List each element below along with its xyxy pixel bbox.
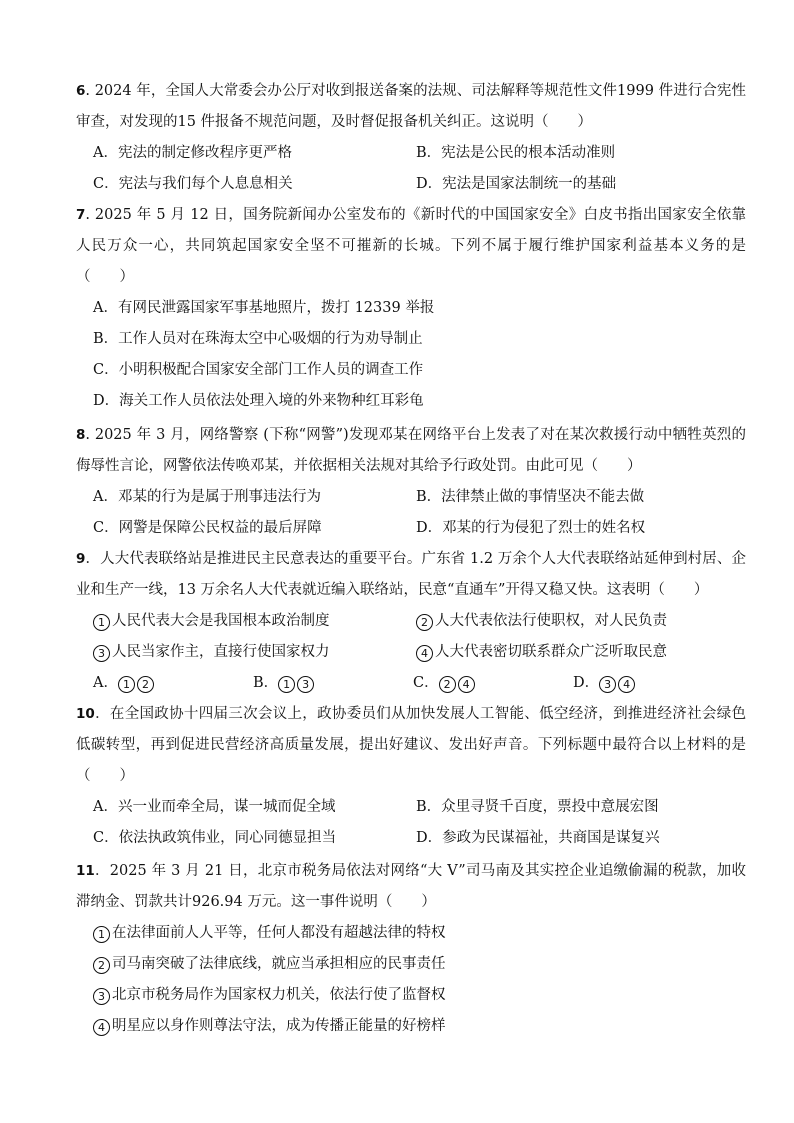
- option-a[interactable]: A．宪法的制定修改程序更严格: [93, 145, 292, 161]
- circled-number-icon: 1: [278, 676, 295, 693]
- statement-1: 1 人民代表大会是我国根本政治制度: [93, 606, 416, 637]
- statement-3[interactable]: 3 北京市税务局作为国家权力机关，依法行使了监督权: [76, 980, 746, 1011]
- circled-number-icon: 2: [137, 676, 154, 693]
- option-b[interactable]: B．法律禁止做的事情坚决不能去做: [416, 489, 645, 505]
- question-number: 8: [76, 427, 86, 443]
- statement-4[interactable]: 4 明星应以身作则尊法守法，成为传播正能量的好榜样: [76, 1011, 746, 1042]
- circled-number-4-icon: 4: [93, 1019, 110, 1036]
- question-number: 6: [76, 83, 86, 99]
- question-text: . 2024 年，全国人大常委会办公厅对收到报送备案的法规、司法解释等规范性文件1999 件进行合宪性审查，对发现的15 件报备不规范问题，及时督促报备机关纠正。这说明（ ）: [76, 83, 746, 130]
- option-c[interactable]: C．依法执政筑伟业，同心同德显担当: [93, 830, 337, 846]
- question-stem: [76, 76, 746, 138]
- question-text: . 2025 年 5 月 12 日，国务院新闻办公室发布的《新时代的中国国家安全》白皮书指出国家安全依靠人民万众一心，共同筑起国家安全坚不可摧新的长城。下列不属于履行维护国家利益基本义务的是（ ）: [76, 207, 746, 285]
- question-stem: [76, 856, 746, 918]
- circled-number-2-icon: 2: [416, 614, 433, 631]
- circled-number-3-icon: 3: [93, 645, 110, 662]
- statement-3: 3 人民当家作主，直接行使国家权力: [93, 637, 416, 668]
- option-d[interactable]: D．宪法是国家法制统一的基础: [416, 176, 617, 192]
- option-c[interactable]: C．小明积极配合国家安全部门工作人员的调查工作: [93, 362, 424, 378]
- question-9: [76, 544, 746, 699]
- question-number: 10: [76, 706, 95, 722]
- question-number: 11: [76, 863, 95, 879]
- option-b[interactable]: B．宪法是公民的根本活动准则: [416, 145, 616, 161]
- question-number: 9: [76, 551, 86, 567]
- question-8: [76, 420, 746, 544]
- circled-number-icon: 4: [618, 676, 635, 693]
- question-11: [76, 856, 746, 1042]
- statement-2: 2 人大代表依法行使职权，对人民负责: [416, 606, 746, 637]
- option-b[interactable]: B． 1 3: [253, 668, 413, 699]
- options-row: [76, 169, 746, 200]
- options-row: [76, 823, 746, 854]
- circled-number-3-icon: 3: [93, 988, 110, 1005]
- circled-number-4-icon: 4: [416, 645, 433, 662]
- circled-number-icon: 3: [297, 676, 314, 693]
- question-text: ．在全国政协十四届三次会议上，政协委员们从加快发展人工智能、低空经济，到推进经济社会绿色低碳转型，再到促进民营经济高质量发展，提出好建议、发出好声音。下列标题中最符合以上材料的是（ ）: [76, 706, 746, 784]
- option-d[interactable]: D．参政为民谋福祉，共商国是谋复兴: [416, 830, 660, 846]
- option-a[interactable]: A．兴一业而牵全局，谋一城而促全域: [93, 799, 336, 815]
- question-stem: [76, 699, 746, 792]
- options-row: [76, 482, 746, 513]
- statement-1[interactable]: 1 在法律面前人人平等，任何人都没有超越法律的特权: [76, 918, 746, 949]
- statement-4: 4 人大代表密切联系群众广泛听取民意: [416, 637, 746, 668]
- question-text: ．2025 年 3 月 21 日，北京市税务局依法对网络“大 V”司马南及其实控企业追缴偷漏的税款，加收滞纳金、罚款共计926.94 万元。这一事件说明（ ）: [76, 863, 746, 910]
- option-a[interactable]: A．有网民泄露国家军事基地照片，拨打 12339 举报: [93, 300, 435, 316]
- option-c[interactable]: C．网警是保障公民权益的最后屏障: [93, 520, 322, 536]
- option-b[interactable]: B．众里寻贤千百度，票投中意展宏图: [416, 799, 659, 815]
- option-c[interactable]: C．宪法与我们每个人息息相关: [93, 176, 293, 192]
- question-7: [76, 200, 746, 417]
- option-b[interactable]: B．工作人员对在珠海太空中心吸烟的行为劝导制止: [93, 331, 423, 347]
- options-row: [76, 668, 746, 699]
- statement-2[interactable]: 2 司马南突破了法律底线，就应当承担相应的民事责任: [76, 949, 746, 980]
- circled-number-1-icon: 1: [93, 926, 110, 943]
- options-row: [76, 138, 746, 169]
- question-number: 7: [76, 207, 86, 223]
- question-stem: [76, 420, 746, 482]
- statements-row: [76, 606, 746, 637]
- circled-number-icon: 4: [458, 676, 475, 693]
- question-stem: [76, 200, 746, 293]
- circled-number-1-icon: 1: [93, 614, 110, 631]
- circled-number-icon: 3: [599, 676, 616, 693]
- options-row: [76, 792, 746, 823]
- option-c[interactable]: C． 2 4: [413, 668, 573, 699]
- option-d[interactable]: D． 3 4: [573, 668, 733, 699]
- option-a[interactable]: A．邓某的行为是属于刑事违法行为: [93, 489, 321, 505]
- option-d[interactable]: D．邓某的行为侵犯了烈士的姓名权: [416, 520, 646, 536]
- question-stem: [76, 544, 746, 606]
- circled-number-2-icon: 2: [93, 957, 110, 974]
- options-row: [76, 513, 746, 544]
- circled-number-icon: 1: [118, 676, 135, 693]
- question-text: . 2025 年 3 月，网络警察 (下称“网警”)发现邓某在网络平台上发表了对在某次救援行动中牺牲英烈的侮辱性言论，网警依法传唤邓某，并依据相关法规对其给予行政处罚。由此可见（ ）: [76, 427, 746, 474]
- question-6: [76, 76, 746, 200]
- question-10: [76, 699, 746, 854]
- option-d[interactable]: D．海关工作人员依法处理入境的外来物种红耳彩龟: [93, 393, 424, 409]
- circled-number-icon: 2: [439, 676, 456, 693]
- question-text: ．人大代表联络站是推进民主民意表达的重要平台。广东省 1.2 万余个人大代表联络站延伸到村居、企业和生产一线，13 万余名人大代表就近编入联络站，民意“直通车”开得又稳又快。这表明（ ）: [76, 551, 746, 598]
- option-a[interactable]: A． 1 2: [93, 668, 253, 699]
- statements-row: [76, 637, 746, 668]
